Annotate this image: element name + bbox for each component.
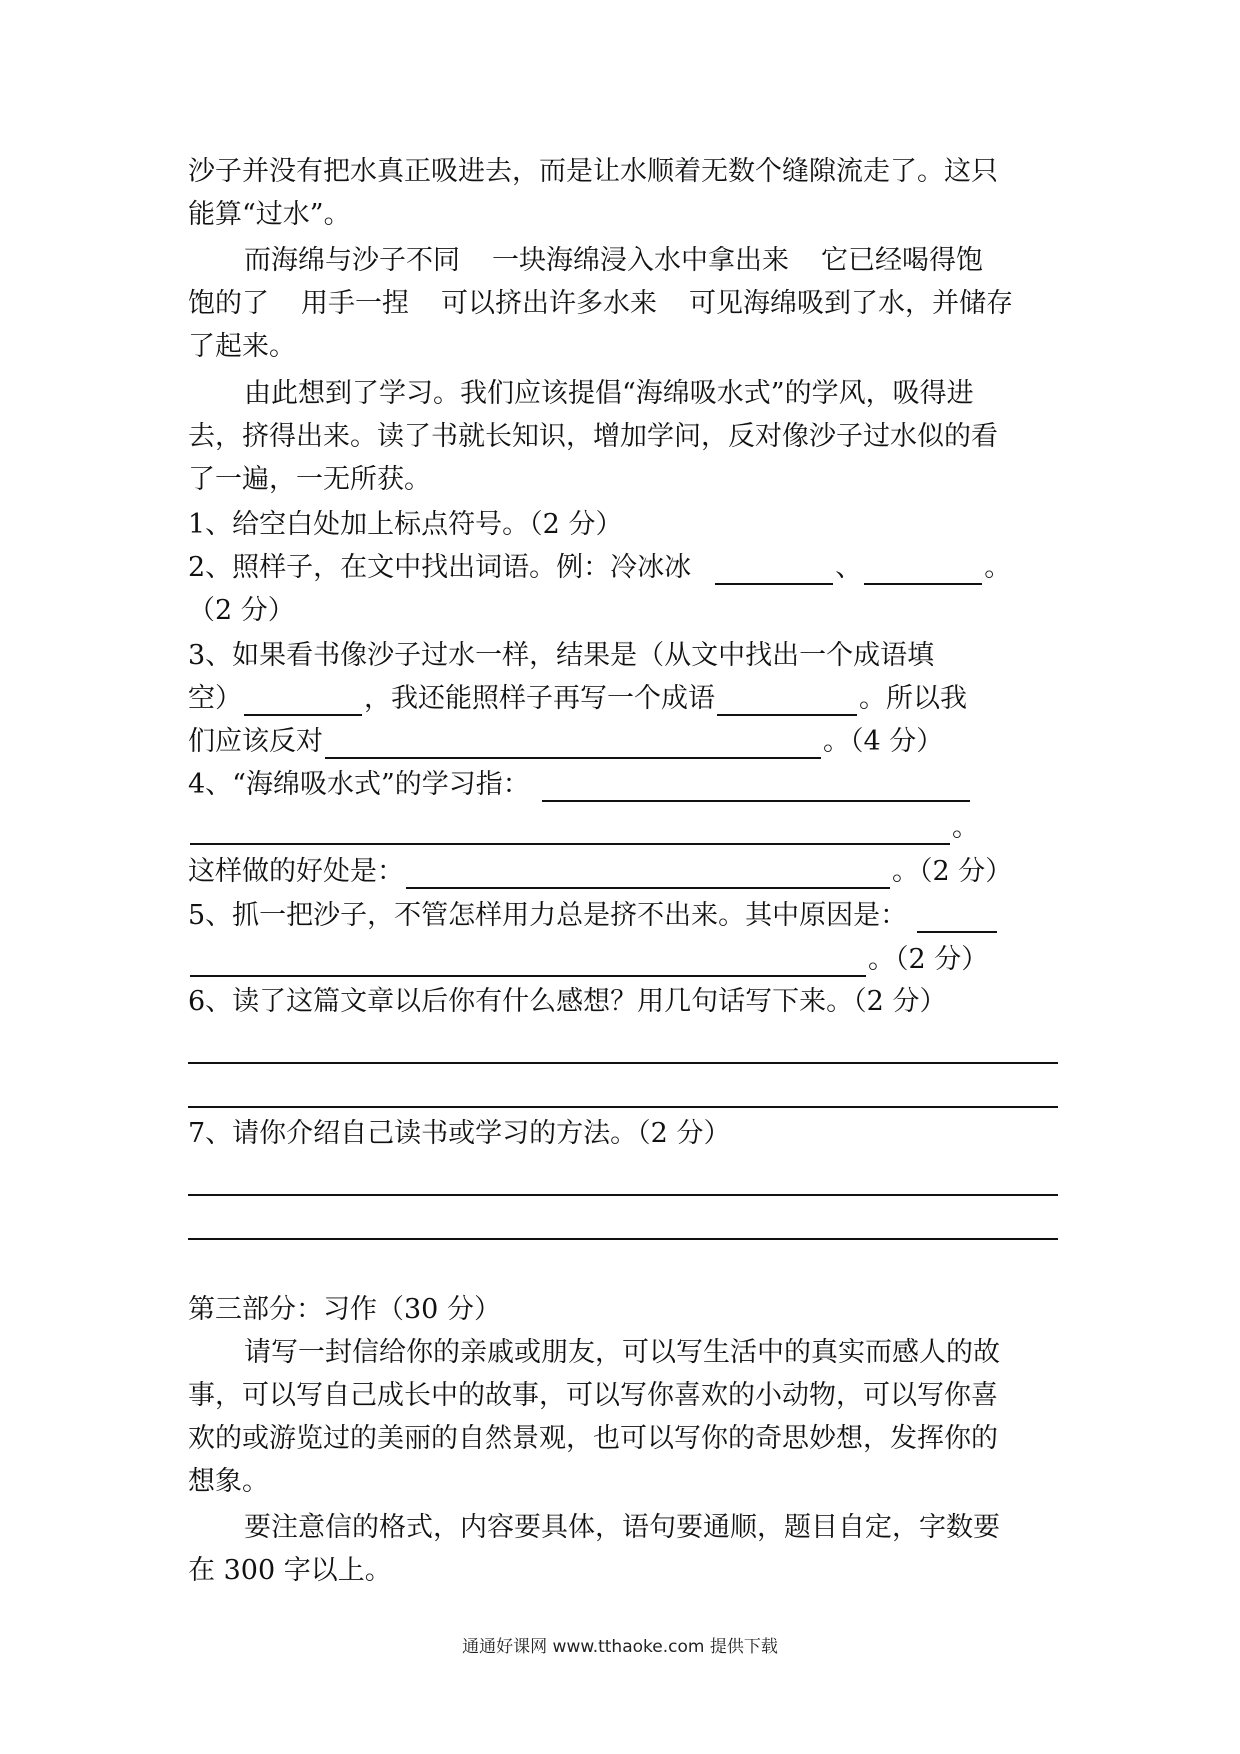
passage-fragment: 而海绵与沙子不同: [244, 245, 460, 276]
answer-blank[interactable]: [715, 553, 833, 585]
separator: 、: [835, 552, 863, 583]
question-3-fragment: 们应该反对: [188, 726, 323, 757]
question-3-fragment: ，我还能照样子再写一个成语: [364, 683, 715, 714]
answer-blank[interactable]: [244, 684, 362, 716]
question-1: 1、给空白处加上标点符号。（2 分）: [188, 509, 623, 540]
question-3-line: [188, 720, 1058, 764]
passage-line: 沙子并没有把水真正吸进去，而是让水顺着无数个缝隙流走了。这只: [188, 156, 998, 187]
question-3-line: [188, 677, 1058, 721]
question-4-score: 。（2 分）: [892, 856, 1013, 887]
passage-fragment: 一块海绵浸入水中拿出来: [492, 245, 789, 276]
period: 。: [952, 812, 979, 843]
period: 。: [984, 552, 1012, 583]
question-5-score: 。（2 分）: [868, 944, 989, 975]
question-2-score: （2 分）: [188, 595, 295, 626]
page-footer: 通通好课网 www.tthaoke.com 提供下载: [462, 1637, 778, 1657]
question-3-fragment: 空）: [188, 683, 242, 714]
passage-line: [188, 282, 1058, 326]
question-3-fragment: 。所以我: [859, 683, 967, 714]
question-7: 7、请你介绍自己读书或学习的方法。（2 分）: [188, 1118, 731, 1149]
passage-line: 去，挤得出来。读了书就长知识，增加学问，反对像沙子过水似的看: [188, 421, 998, 452]
answer-line[interactable]: [188, 1062, 1058, 1064]
question-4-line: [188, 806, 1058, 850]
passage-line: 能算“过水”。: [188, 199, 351, 230]
passage-fragment: 可见海绵吸到了水，并储存: [689, 288, 1013, 319]
question-4-prompt: 4、“海绵吸水式”的学习指：: [188, 769, 530, 800]
passage-line: [188, 239, 1114, 283]
passage-line: 由此想到了学习。我们应该提倡“海绵吸水式”的学风，吸得进: [244, 378, 974, 409]
passage-fragment: 饱的了: [188, 288, 269, 319]
question-6: 6、读了这篇文章以后你有什么感想？用几句话写下来。（2 分）: [188, 986, 947, 1017]
passage-line: 了起来。: [188, 331, 296, 362]
answer-line[interactable]: [188, 1238, 1058, 1240]
passage-line: 了一遍，一无所获。: [188, 464, 431, 495]
answer-blank[interactable]: [406, 857, 890, 889]
question-2-prompt: 2、照样子，在文中找出词语。例：冷冰冰: [188, 552, 692, 583]
essay-prompt-line: 要注意信的格式，内容要具体，语句要通顺，题目自定，字数要: [244, 1512, 1000, 1543]
answer-line[interactable]: [188, 1106, 1058, 1108]
question-4-benefit: 这样做的好处是：: [188, 856, 404, 887]
essay-prompt-line: 欢的或游览过的美丽的自然景观，也可以写你的奇思妙想，发挥你的: [188, 1423, 998, 1454]
question-4-line: [188, 850, 1058, 894]
passage-fragment: 它已经喝得饱: [821, 245, 983, 276]
answer-blank[interactable]: [190, 813, 950, 845]
question-3-score: 。（4 分）: [823, 726, 944, 757]
answer-blank[interactable]: [864, 553, 982, 585]
question-2: [188, 546, 1058, 590]
essay-prompt-line: 请写一封信给你的亲戚或朋友，可以写生活中的真实而感人的故: [244, 1337, 1000, 1368]
answer-blank[interactable]: [325, 727, 821, 759]
answer-line[interactable]: [188, 1194, 1058, 1196]
essay-prompt-line: 想象。: [188, 1466, 269, 1497]
essay-prompt-line: 在 300 字以上。: [188, 1555, 392, 1586]
essay-prompt-line: 事，可以写自己成长中的故事，可以写你喜欢的小动物，可以写你喜: [188, 1380, 998, 1411]
answer-blank[interactable]: [917, 901, 997, 933]
part-3-heading: 第三部分：习作（30 分）: [188, 1294, 501, 1325]
answer-blank[interactable]: [542, 770, 970, 802]
question-4: [188, 763, 1058, 807]
answer-blank[interactable]: [190, 945, 866, 977]
question-5-line: [188, 938, 1058, 982]
answer-blank[interactable]: [717, 684, 857, 716]
question-3: 3、如果看书像沙子过水一样，结果是（从文中找出一个成语填: [188, 640, 935, 671]
question-5-prompt: 5、抓一把沙子，不管怎样用力总是挤不出来。其中原因是：: [188, 900, 908, 931]
passage-fragment: 可以挤出许多水来: [441, 288, 657, 319]
question-5: [188, 894, 1058, 938]
passage-fragment: 用手一捏: [301, 288, 409, 319]
